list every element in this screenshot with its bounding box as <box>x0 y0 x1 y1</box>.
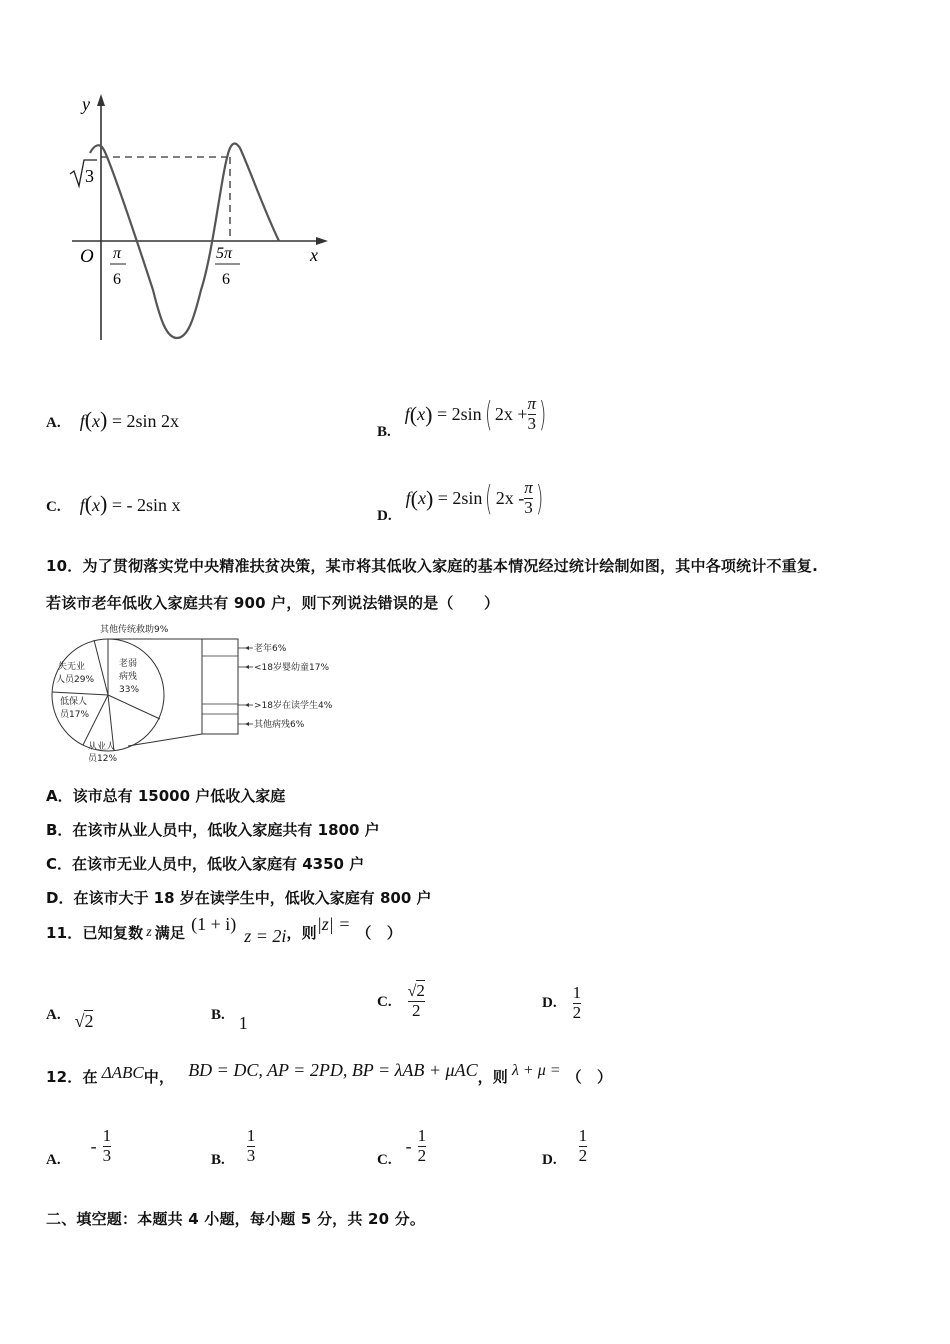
arrow-head <box>245 665 249 669</box>
arrow-head <box>245 703 249 707</box>
x-axis-arrow <box>316 237 328 245</box>
arrow-head <box>245 722 249 726</box>
q12-option-c <box>377 1124 426 1169</box>
big-lparen: ( <box>485 478 493 519</box>
option-label: B. <box>377 424 391 440</box>
option-label: D. <box>542 994 557 1011</box>
arrow-head <box>245 646 249 650</box>
q12-condition: BD = DC, AP = 2PD, BP = λAB + μAC <box>188 1060 478 1080</box>
slice-label: 老弱 <box>119 659 138 669</box>
slice-label: 低保人 <box>60 697 88 707</box>
q11-expr: (1 + i) <box>191 914 237 934</box>
x-label: x <box>310 245 318 265</box>
rhs: 2sin 2x <box>126 411 180 431</box>
sign: - <box>405 1136 412 1156</box>
lparen: ( <box>409 401 418 427</box>
inner: 2x + <box>494 404 528 424</box>
lparen: ( <box>84 407 93 432</box>
breakdown-label: 老年6% <box>254 644 287 654</box>
x-symbol: x <box>92 411 101 431</box>
q11-option-a <box>46 1005 94 1031</box>
origin-label: O <box>80 246 94 267</box>
sqrt3-label: 3 <box>85 166 94 186</box>
inner: 2x - <box>495 488 525 508</box>
option-label: A. <box>46 415 61 431</box>
rparen: ) <box>100 491 108 516</box>
sqrt-sign: √ <box>74 1011 85 1031</box>
fraction <box>528 395 537 433</box>
section-heading: 二、填空题：本题共 4 小题，每小题 5 分，共 20 分。 <box>46 1210 426 1228</box>
fraction <box>573 984 582 1022</box>
q10-option-d: D．在该市大于 18 岁在读学生中，低收入家庭有 800 户 <box>46 889 432 907</box>
f-symbol: f <box>79 411 85 431</box>
q11-abs: |z| = <box>316 914 351 934</box>
q11-mid: 满足 <box>154 924 186 942</box>
pie-chart <box>46 622 346 764</box>
q12-option-a <box>46 1124 111 1169</box>
q12-expr: λ + μ = <box>512 1061 561 1079</box>
q11-comma: ，则 <box>286 924 317 942</box>
option-label: D. <box>377 508 392 524</box>
q12-triangle: ΔABC <box>101 1062 144 1082</box>
sine-graph <box>60 90 340 350</box>
q10-stem-line2: 若该市老年低收入家庭共有 900 户，则下列说法错误的是（ ） <box>46 594 500 612</box>
denominator: 2 <box>411 1000 421 1020</box>
5pi6-num: 5π <box>216 245 233 262</box>
rparen: ) <box>425 485 434 511</box>
q11-option-d <box>542 984 581 1022</box>
option-label: C. <box>377 993 392 1010</box>
breakdown-label: 其他病残6% <box>254 720 305 730</box>
q11-eq: z = 2i <box>244 926 287 946</box>
denominator: 3 <box>527 414 537 433</box>
pie-top-label: 其他传统救助9% <box>100 625 169 635</box>
q10-option-c: C．在该市无业人员中，低收入家庭有 4350 户 <box>46 855 365 873</box>
x-symbol: x <box>92 495 101 515</box>
numerator: π <box>524 478 533 498</box>
q9-option-d: D. f ( x ) = 2sin ( 2x - $\frac{\pi}{3}$ ) <box>377 478 544 524</box>
breakdown-label: >18岁在读学生4% <box>254 701 333 711</box>
denominator: 3 <box>246 1146 256 1165</box>
value: 1 <box>238 1013 248 1033</box>
x-symbol: x <box>417 404 426 424</box>
option-label: D. <box>542 1152 557 1168</box>
denominator: 2 <box>578 1146 588 1165</box>
numerator: 1 <box>417 1126 427 1146</box>
rparen: ) <box>100 407 108 432</box>
numerator: 1 <box>578 1126 588 1146</box>
fraction <box>103 1127 112 1165</box>
rhs-pre: 2sin <box>451 404 482 424</box>
q12-then: ，则 <box>477 1068 508 1086</box>
f-symbol: f <box>404 404 410 424</box>
denominator: 2 <box>572 1002 582 1022</box>
option-label: C. <box>377 1152 392 1168</box>
option-label: A. <box>46 1007 61 1023</box>
q10-option-a: A．该市总有 15000 户低收入家庭 <box>46 787 286 805</box>
pi6-den: 6 <box>113 271 121 288</box>
lparen: ( <box>410 485 418 511</box>
fraction <box>418 1127 427 1165</box>
option-label: A. <box>46 1152 61 1168</box>
sqrt-value <box>75 1011 94 1032</box>
f-symbol: f <box>79 495 85 515</box>
f-symbol: f <box>405 488 411 508</box>
numerator: 1 <box>572 983 582 1002</box>
q11-stem <box>46 914 403 946</box>
q11-option-b <box>211 1005 248 1033</box>
slice-label: 员12% <box>88 754 118 764</box>
q12-mid: 中， <box>143 1068 175 1086</box>
big-rparen: ) <box>539 394 547 435</box>
option-label: B. <box>211 1152 225 1168</box>
slice-label: 失无业 <box>58 662 86 672</box>
fraction <box>247 1127 256 1165</box>
q10-stem-line1: 10．为了贯彻落实党中央精准扶贫决策，某市将其低收入家庭的基本情况经过统计绘制如图，其中各项统计不重复. <box>46 557 818 575</box>
radicand: 2 <box>84 1011 94 1031</box>
x-symbol: x <box>417 488 426 508</box>
big-lparen: ( <box>484 394 492 435</box>
slice-label: 人员29% <box>56 675 95 685</box>
slice-label: 从业人 <box>88 742 116 752</box>
denominator: 3 <box>524 498 533 517</box>
rhs-pre: 2sin <box>452 488 483 508</box>
big-rparen: ) <box>535 478 544 519</box>
pi6-num: π <box>113 245 122 262</box>
breakdown-box <box>202 639 238 734</box>
numerator: 1 <box>246 1126 256 1146</box>
slice-label: 病残 <box>119 672 138 682</box>
rparen: ) <box>425 401 433 427</box>
numerator: √2 <box>407 981 425 1000</box>
q12-prefix: 12．在 <box>46 1068 98 1086</box>
slice-label: 员17% <box>60 710 90 720</box>
y-axis-arrow <box>97 94 105 106</box>
numerator: π <box>527 394 537 414</box>
q10-option-b: B．在该市从业人员中，低收入家庭共有 1800 户 <box>46 821 380 839</box>
5pi6-den: 6 <box>222 271 230 288</box>
q12-option-b <box>211 1124 255 1169</box>
q11-paren: （ ） <box>356 924 403 942</box>
option-label: C. <box>46 499 61 515</box>
q9-option-a: A. f(x) = 2sin 2x <box>46 407 180 432</box>
q12-stem <box>46 1060 613 1087</box>
sign: - <box>90 1136 97 1156</box>
option-label: B. <box>211 1007 225 1023</box>
fraction <box>579 1127 588 1165</box>
q12-paren: （ ） <box>566 1068 613 1086</box>
q12-option-d <box>542 1124 587 1169</box>
lparen: ( <box>84 491 93 516</box>
breakdown-label: <18岁婴幼童17% <box>254 663 329 673</box>
fraction <box>408 982 425 1020</box>
q11-prefix: 11．已知复数 <box>46 924 144 942</box>
fraction <box>524 479 533 517</box>
denominator: 3 <box>102 1146 112 1165</box>
z-symbol: z <box>146 924 152 940</box>
rhs: - 2sin x <box>126 495 181 515</box>
denominator: 2 <box>417 1146 427 1165</box>
q9-option-c: C. f(x) = - 2sin x <box>46 491 181 516</box>
slice-label: 33% <box>119 685 140 695</box>
y-label: y <box>82 94 90 114</box>
q9-option-b: B. f ( x ) = 2sin ( 2x + $\frac{\pi}{3}$ ) <box>377 394 547 440</box>
numerator: 1 <box>102 1126 112 1146</box>
q11-option-c <box>377 982 425 1020</box>
